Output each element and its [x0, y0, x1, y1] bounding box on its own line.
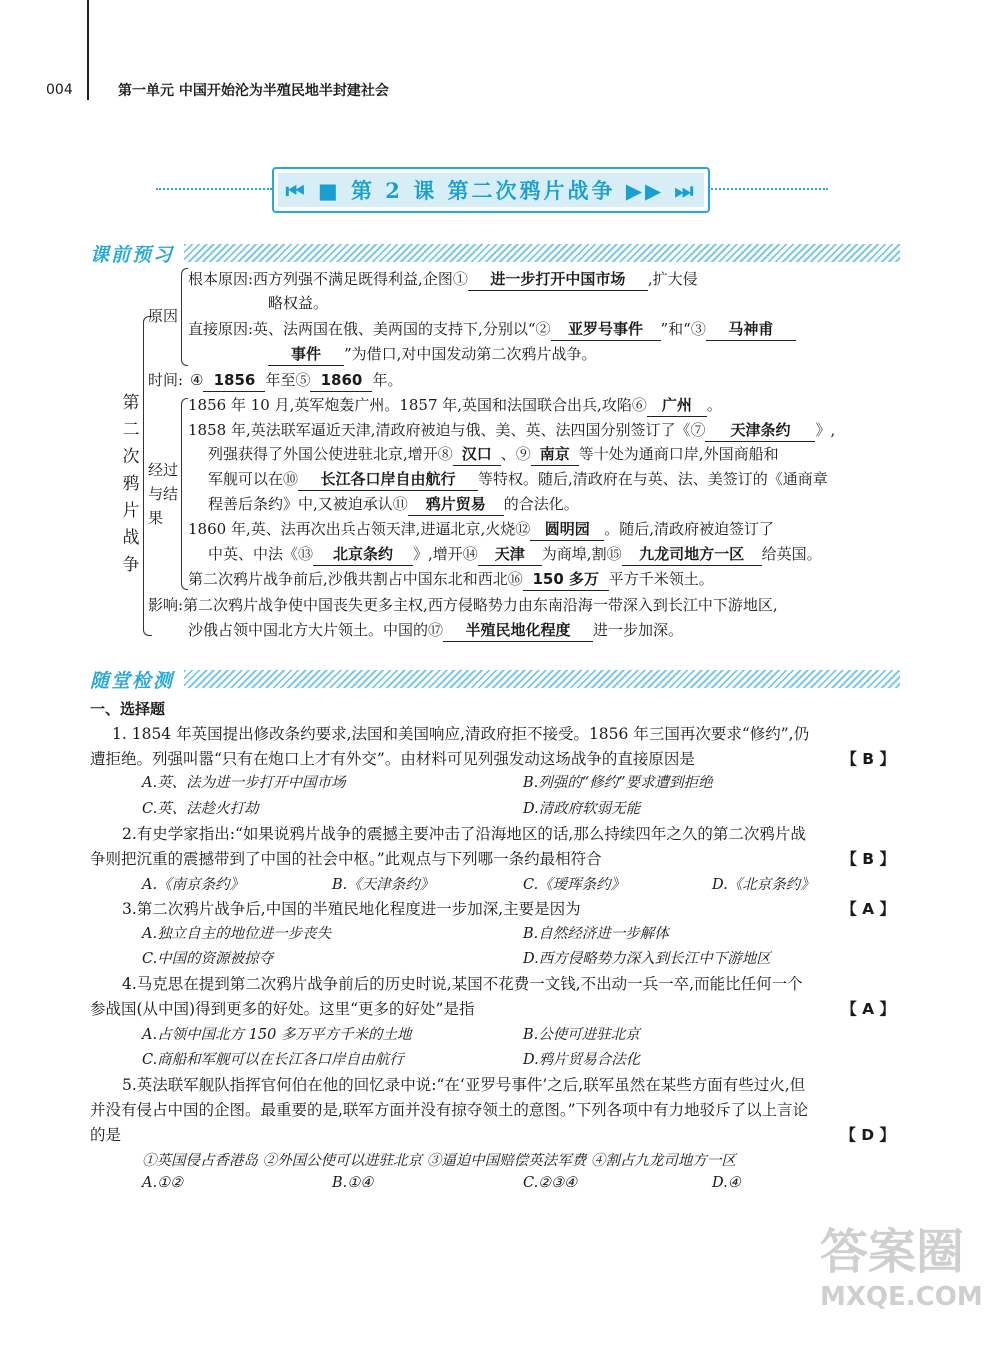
q5-option-a: A.①②	[142, 1175, 184, 1191]
q4-option-a: A.占领中国北方 150 多万平方千米的土地	[142, 1027, 412, 1043]
root-cause-cont: 略权益。	[268, 294, 329, 312]
q4-option-d: D.鸦片贸易合法化	[523, 1052, 641, 1068]
q3-option-a: A.独立自主的地位进一步丧失	[142, 926, 332, 942]
question-5: 5.英法联军舰队指挥官何伯在他的回忆录中说:“在‘亚罗号事件’之后,联军虽然在某些方面有些过火,但 并没有侵占中国的企图。最重要的是,联军方面并没有掠夺领土的意图。”下列各项中有力地驳斥了以上言论 的是 【 D 】	[90, 1073, 895, 1148]
answer-mark: 【 B 】	[841, 750, 895, 768]
process-3: 列强获得了外国公使进驻北京,增开⑧ 汉口 、⑨ 南京 等十处为通商口岸,外国商船和	[208, 443, 779, 466]
watermark: 答案圈 MXQE.COM	[820, 1224, 983, 1312]
process-4: 军舰可以在⑩ 长江各口岸自由航行 等特权。随后,清政府在与英、法、美签订的《通商章	[208, 468, 828, 491]
process-6: 1860 年,英、法再次出兵占领天津,进逼北京,火烧⑫ 圆明园 。随后,清政府被迫签订了	[188, 518, 774, 541]
section-subheading: 一、选择题	[90, 700, 166, 718]
process-label: 经过 与结 果	[148, 461, 179, 527]
page-number: 004	[46, 82, 73, 98]
q5-option-c: C.②③④	[523, 1175, 578, 1191]
title-dash-left	[156, 188, 272, 190]
margin-rule	[87, 0, 89, 100]
q3-option-c: C.中国的资源被掠夺	[142, 951, 274, 967]
process-1: 1856 年 10 月,英军炮轰广州。1857 年,英国和法国联合出兵,攻陷⑥ 广州 。	[188, 394, 722, 417]
process-5: 程善后条约》中,又被迫承认⑪ 鸦片贸易 的合法化。	[208, 493, 579, 516]
time-label: 时间:	[148, 371, 184, 389]
q2-option-b: B.《天津条约》	[332, 877, 435, 893]
process-8: 第二次鸦片战争前后,沙俄共割占中国东北和西北⑯ 150 多万 平方千米领土。	[188, 568, 714, 591]
lesson-title: ⏮ ■ 第 2 课 第二次鸦片战争 ▶▶ ⏭	[278, 173, 704, 207]
question-1: 1. 1854 年英国提出修改条约要求,法国和美国响应,清政府拒不接受。1856 年三国再次要求“修约”,仍 遭拒绝。列强叫嚣“只有在炮口上才有外交”。由材料可见列强发动这场战争的直接原因是 【 B 】	[90, 722, 895, 772]
side-label: 第 二 次 鸦 片 战 争	[122, 393, 140, 575]
process-2: 1858 年,英法联军逼近天津,清政府被迫与俄、美、英、法四国分别签订了《⑦ 天津条约 》,	[188, 419, 835, 442]
answer-mark: 【 B 】	[841, 850, 895, 868]
q4-option-c: C.商船和军舰可以在长江各口岸自由航行	[142, 1052, 404, 1068]
direct-cause: 直接原因:英、法两国在俄、美两国的支持下,分别以“② 亚罗号事件 ”和“③ 马神甫	[188, 318, 796, 341]
q2-option-c: C.《瑷珲条约》	[523, 877, 626, 893]
question-4: 4.马克思在提到第二次鸦片战争前后的历史时说,某国不花费一文钱,不出动一兵一卒,而能比任何一个 参战国(从中国)得到更多的好处。这里“更多的好处”是指 【 A 】	[90, 972, 895, 1022]
q2-option-d: D.《北京条约》	[712, 877, 815, 893]
q1-option-d: D.清政府软弱无能	[523, 801, 641, 817]
direct-cause-cont: 事件 ”为借口,对中国发动第二次鸦片战争。	[268, 343, 596, 366]
question-3: 3.第二次鸦片战争后,中国的半殖民地化程度进一步加深,主要是因为 【 A 】	[90, 897, 895, 922]
cause-label: 原因	[148, 307, 179, 325]
q2-option-a: A.《南京条约》	[142, 877, 245, 893]
q5-statements: ①英国侵占香港岛 ②外国公使可以进驻北京 ③逼迫中国赔偿英法军费 ④割占九龙司地方一区	[142, 1153, 736, 1169]
q1-option-b: B.列强的“修约”要求遭到拒绝	[523, 775, 713, 791]
q3-option-d: D.西方侵略势力深入到长江中下游地区	[523, 951, 771, 967]
influence-2: 沙俄占领中国北方大片领土。中国的⑰ 半殖民地化程度 进一步加深。	[188, 619, 683, 642]
answer-mark: 【 A 】	[841, 900, 895, 918]
lesson-title-banner	[272, 167, 710, 213]
process-bracket	[181, 398, 188, 590]
q4-option-b: B.公使可进驻北京	[523, 1027, 640, 1043]
q1-option-c: C.英、法趁火打劫	[142, 801, 259, 817]
question-2: 2.有史学家指出:“如果说鸦片战争的震撼主要冲击了沿海地区的话,那么持续四年之久的第二次鸦片战 争则把沉重的震撼带到了中国的社会中枢。”此观点与下列哪一条约最相符合 【 B 】	[90, 822, 895, 872]
check-heading: 随堂检测	[90, 667, 900, 691]
influence-1: 影响:第二次鸦片战争使中国丧失更多主权,西方侵略势力由东南沿海一带深入到长江中下游地区,	[148, 596, 778, 614]
title-dash-right	[708, 188, 828, 190]
time-line: ④ 1856 年至⑤ 1860 年。	[190, 369, 402, 392]
preview-heading: 课前预习	[90, 241, 900, 265]
q1-option-a: A.英、法为进一步打开中国市场	[142, 775, 346, 791]
answer-mark: 【 D 】	[840, 1126, 895, 1144]
process-7: 中英、中法《⑬ 北京条约 》,增开⑭ 天津 为商埠,割⑮ 九龙司地方一区 给英国。	[208, 543, 822, 566]
q5-option-b: B.①④	[332, 1175, 374, 1191]
cause-bracket	[181, 268, 188, 366]
answer-mark: 【 A 】	[841, 1000, 895, 1018]
unit-title: 第一单元 中国开始沦为半殖民地半封建社会	[118, 83, 389, 99]
root-cause: 根本原因:西方列强不满足既得利益,企图① 进一步打开中国市场 ,扩大侵	[188, 268, 698, 291]
q5-option-d: D.④	[712, 1175, 741, 1191]
q3-option-b: B.自然经济进一步解体	[523, 926, 669, 942]
